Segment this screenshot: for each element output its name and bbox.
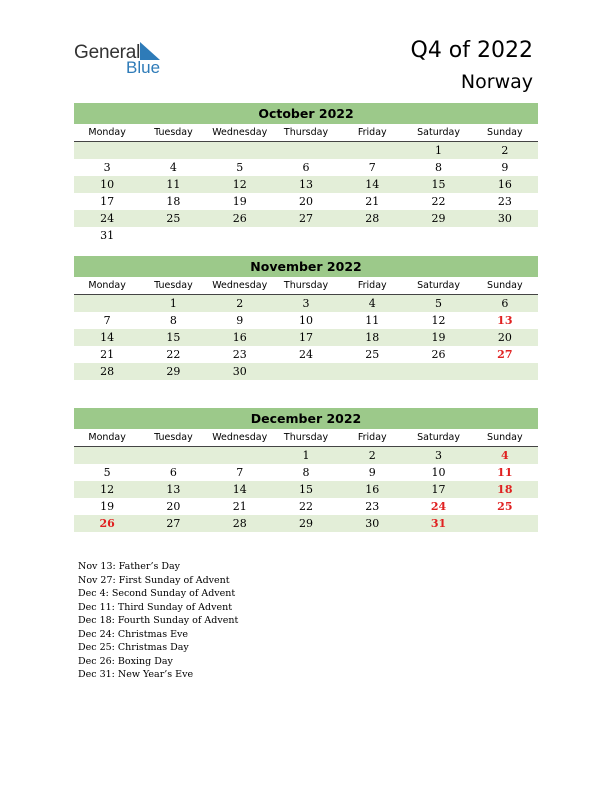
day-cell: 26 — [431, 348, 446, 361]
day-cell: 5 — [236, 161, 244, 174]
day-cell: 3 — [103, 161, 111, 174]
day-cell: 20 — [497, 331, 512, 344]
day-cell: 14 — [365, 178, 380, 191]
day-cell: 6 — [169, 466, 177, 479]
day-cell — [74, 295, 140, 312]
day-cell: 5 — [435, 297, 443, 310]
weekday-label: Sunday — [487, 432, 523, 443]
day-cell: 19 — [100, 500, 115, 513]
day-cell: 27 — [497, 348, 513, 361]
day-cell — [405, 363, 471, 380]
day-cell: 1 — [302, 449, 310, 462]
day-cell: 23 — [497, 195, 512, 208]
holiday-note: Dec 31: New Year’s Eve — [78, 669, 194, 680]
day-cell: 14 — [100, 331, 115, 344]
weekday-label: Saturday — [417, 127, 460, 138]
week-row — [74, 295, 538, 312]
logo — [74, 42, 184, 82]
weekday-label: Tuesday — [154, 432, 193, 443]
day-cell: 14 — [232, 483, 247, 496]
day-cell: 17 — [100, 195, 115, 208]
day-cell — [74, 447, 140, 464]
day-cell: 10 — [431, 466, 446, 479]
day-cell: 2 — [368, 449, 376, 462]
day-cell: 2 — [236, 297, 244, 310]
day-cell — [472, 363, 538, 380]
week-row — [74, 363, 538, 380]
weekday-label: Saturday — [417, 432, 460, 443]
week-row — [74, 159, 538, 176]
holiday-note: Dec 18: Fourth Sunday of Advent — [78, 615, 239, 626]
day-cell: 30 — [232, 365, 247, 378]
day-cell: 5 — [103, 466, 111, 479]
weekday-label: Thursday — [283, 432, 329, 443]
day-cell: 12 — [431, 314, 446, 327]
day-cell: 24 — [430, 500, 447, 513]
day-cell: 11 — [166, 178, 181, 191]
week-row — [74, 346, 538, 363]
day-cell: 25 — [166, 212, 181, 225]
weekday-label: Wednesday — [212, 127, 268, 138]
day-cell — [140, 447, 206, 464]
weekday-label: Tuesday — [154, 280, 193, 291]
day-cell — [140, 227, 206, 244]
holiday-note: Dec 25: Christmas Day — [78, 642, 189, 653]
day-cell: 9 — [501, 161, 509, 174]
day-cell: 28 — [232, 517, 247, 530]
day-cell: 3 — [435, 449, 443, 462]
day-cell: 20 — [298, 195, 313, 208]
day-cell: 16 — [497, 178, 512, 191]
day-cell: 8 — [169, 314, 177, 327]
day-cell: 11 — [365, 314, 380, 327]
day-cell: 26 — [232, 212, 247, 225]
day-cell — [74, 142, 140, 159]
day-cell: 31 — [100, 229, 115, 242]
week-row — [74, 515, 538, 532]
page-title: Q4 of 2022 — [410, 38, 533, 63]
day-cell: 21 — [232, 500, 247, 513]
day-cell: 28 — [100, 365, 115, 378]
day-cell: 4 — [368, 297, 376, 310]
day-cell: 29 — [298, 517, 313, 530]
day-cell: 27 — [166, 517, 181, 530]
weekday-label: Thursday — [283, 280, 329, 291]
week-row — [74, 481, 538, 498]
day-cell: 13 — [166, 483, 181, 496]
month-december — [74, 408, 538, 532]
day-cell: 10 — [100, 178, 115, 191]
holiday-note: Nov 13: Father’s Day — [78, 561, 180, 572]
month-title: December 2022 — [74, 408, 538, 429]
day-cell: 17 — [298, 331, 313, 344]
week-row — [74, 447, 538, 464]
day-cell: 3 — [302, 297, 310, 310]
day-cell: 16 — [232, 331, 247, 344]
weekday-label: Tuesday — [154, 127, 193, 138]
day-cell: 23 — [232, 348, 247, 361]
weekday-label: Friday — [357, 432, 387, 443]
day-cell: 25 — [497, 500, 513, 513]
day-cell: 21 — [365, 195, 380, 208]
day-cell: 10 — [298, 314, 313, 327]
day-cell: 8 — [435, 161, 443, 174]
day-cell: 22 — [431, 195, 446, 208]
holiday-note: Dec 26: Boxing Day — [78, 655, 173, 667]
day-cell — [339, 363, 405, 380]
day-cell: 26 — [99, 517, 115, 530]
day-cell: 15 — [166, 331, 181, 344]
week-row — [74, 464, 538, 481]
day-cell: 12 — [100, 483, 115, 496]
day-cell: 29 — [166, 365, 181, 378]
day-cell: 25 — [365, 348, 380, 361]
weekday-label: Monday — [88, 432, 126, 443]
day-cell — [207, 447, 273, 464]
day-cell: 15 — [431, 178, 446, 191]
day-cell: 30 — [497, 212, 512, 225]
day-cell: 1 — [169, 297, 177, 310]
day-cell: 9 — [368, 466, 376, 479]
holiday-notes — [78, 560, 238, 682]
week-row — [74, 193, 538, 210]
day-cell: 6 — [501, 297, 509, 310]
logo-text-blue: Blue — [126, 58, 161, 77]
weekday-label: Wednesday — [212, 432, 268, 443]
day-cell — [207, 227, 273, 244]
weekday-label: Sunday — [487, 127, 523, 138]
day-cell: 12 — [232, 178, 247, 191]
day-cell: 1 — [435, 144, 443, 157]
day-cell: 16 — [365, 483, 380, 496]
day-cell: 23 — [365, 500, 380, 513]
country-name: Norway — [460, 71, 533, 93]
day-cell — [472, 227, 538, 244]
day-cell: 8 — [302, 466, 310, 479]
month-november — [74, 256, 538, 380]
week-row — [74, 312, 538, 329]
month-title: October 2022 — [74, 103, 538, 124]
day-cell: 7 — [368, 161, 376, 174]
week-row — [74, 142, 538, 159]
day-cell: 15 — [298, 483, 313, 496]
weekday-header-row — [74, 429, 538, 447]
day-cell: 20 — [166, 500, 181, 513]
day-cell: 21 — [100, 348, 115, 361]
day-cell: 19 — [232, 195, 247, 208]
day-cell: 31 — [430, 517, 447, 530]
month-title: November 2022 — [74, 256, 538, 277]
week-row — [74, 210, 538, 227]
week-row — [74, 329, 538, 346]
holiday-note: Dec 11: Third Sunday of Advent — [78, 601, 233, 613]
day-cell: 22 — [166, 348, 181, 361]
weekday-header-row — [74, 124, 538, 142]
day-cell: 4 — [501, 449, 509, 462]
day-cell: 2 — [501, 144, 509, 157]
weekday-label: Friday — [357, 280, 387, 291]
day-cell: 7 — [103, 314, 111, 327]
day-cell — [339, 142, 405, 159]
day-cell: 29 — [431, 212, 446, 225]
day-cell: 18 — [497, 483, 513, 496]
day-cell: 11 — [497, 466, 513, 479]
day-cell: 19 — [431, 331, 446, 344]
weekday-label: Friday — [357, 127, 387, 138]
day-cell: 6 — [302, 161, 310, 174]
week-row — [74, 227, 538, 244]
day-cell: 13 — [497, 314, 513, 327]
day-cell — [472, 515, 538, 532]
weekday-label: Sunday — [487, 280, 523, 291]
day-cell: 28 — [365, 212, 380, 225]
weekday-label: Wednesday — [212, 280, 268, 291]
day-cell — [405, 227, 471, 244]
day-cell: 18 — [166, 195, 181, 208]
day-cell: 4 — [169, 161, 177, 174]
day-cell: 22 — [298, 500, 313, 513]
weekday-label: Monday — [88, 127, 126, 138]
day-cell: 30 — [365, 517, 380, 530]
day-cell — [207, 142, 273, 159]
day-cell: 24 — [100, 212, 115, 225]
day-cell — [273, 142, 339, 159]
month-october — [74, 103, 538, 244]
day-cell — [273, 227, 339, 244]
day-cell: 13 — [298, 178, 313, 191]
day-cell: 7 — [236, 466, 244, 479]
holiday-note: Nov 27: First Sunday of Advent — [78, 574, 230, 586]
week-row — [74, 498, 538, 515]
weekday-label: Monday — [88, 280, 126, 291]
day-cell: 27 — [298, 212, 313, 225]
day-cell: 24 — [298, 348, 313, 361]
weekday-label: Saturday — [417, 280, 460, 291]
week-row — [74, 176, 538, 193]
day-cell — [140, 142, 206, 159]
logo-text-general: General — [74, 42, 141, 63]
day-cell: 9 — [236, 314, 244, 327]
weekday-label: Thursday — [283, 127, 329, 138]
weekday-header-row — [74, 277, 538, 295]
holiday-note: Dec 4: Second Sunday of Advent — [78, 588, 236, 599]
day-cell: 17 — [431, 483, 446, 496]
holiday-note: Dec 24: Christmas Eve — [78, 628, 189, 640]
day-cell — [339, 227, 405, 244]
day-cell — [273, 363, 339, 380]
day-cell: 18 — [365, 331, 380, 344]
